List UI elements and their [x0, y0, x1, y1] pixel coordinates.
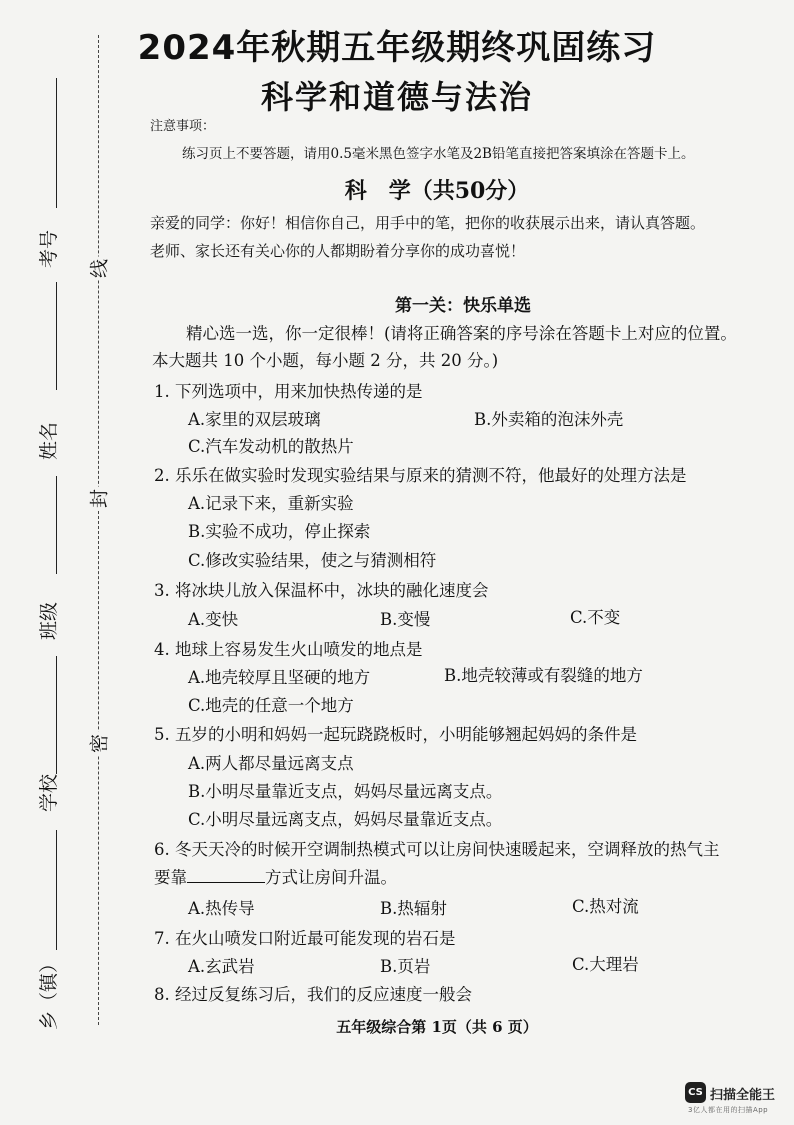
- q6-stem-part-a: 要靠: [154, 868, 187, 887]
- part1-intro-2: 本大题共 10 个小题，每小题 2 分，共 20 分。): [152, 351, 499, 370]
- q2-option-b: B.实验不成功，停止探索: [188, 522, 371, 541]
- q7-option-b: B.页岩: [380, 957, 431, 976]
- q4-option-c: C.地壳的任意一个地方: [188, 696, 354, 715]
- page-footer: 五年级综合第 1页（共 6 页）: [336, 1018, 538, 1036]
- town-label: 乡（镇）: [38, 953, 60, 1030]
- q2-option-c: C.修改实验结果，使之与猜测相符: [188, 551, 437, 570]
- greeting-line-1: 亲爱的同学：你好！相信你自己，用手中的笔，把你的收获展示出来，请认真答题。: [150, 214, 706, 232]
- q6-stem-part-b: 方式让房间升温。: [265, 868, 397, 887]
- seal-word-feng: 封: [85, 487, 112, 511]
- q1-option-a: A.家里的双层玻璃: [188, 410, 321, 429]
- q2-stem: 2. 乐乐在做实验时发现实验结果与原来的猜测不符，他最好的处理方法是: [154, 466, 687, 485]
- q1-option-c: C.汽车发动机的散热片: [188, 437, 354, 456]
- q6-answer-blank[interactable]: [187, 868, 265, 883]
- name-line: [56, 282, 57, 390]
- q4-stem: 4. 地球上容易发生火山喷发的地点是: [154, 640, 423, 659]
- exam-subtitle: 科学和道德与法治: [260, 78, 533, 116]
- notice-label: 注意事项：: [150, 119, 216, 134]
- q7-stem: 7. 在火山喷发口附近最可能发现的岩石是: [154, 929, 456, 948]
- school-line: [56, 656, 57, 774]
- name-label: 姓名: [38, 421, 60, 460]
- q8-stem: 8. 经过反复练习后，我们的反应速度一般会: [154, 985, 472, 1004]
- q3-option-b: B.变慢: [380, 610, 431, 629]
- q5-stem: 5. 五岁的小明和妈妈一起玩跷跷板时，小明能够翘起妈妈的条件是: [154, 725, 637, 744]
- q1-option-b: B.外卖箱的泡沫外壳: [474, 410, 624, 429]
- q6-option-b: B.热辐射: [380, 899, 447, 918]
- seal-word-mi: 密: [85, 732, 112, 756]
- class-line: [56, 476, 57, 574]
- q5-option-c: C.小明尽量远离支点，妈妈尽量靠近支点。: [188, 810, 503, 829]
- exam-no-label: 考号: [38, 229, 60, 268]
- q5-option-a: A.两人都尽量远离支点: [188, 754, 354, 773]
- greeting-line-2: 老师、家长还有关心你的人都期盼着分享你的成功喜悦！: [150, 242, 526, 260]
- q6-option-a: A.热传导: [188, 899, 255, 918]
- q1-stem: 1. 下列选项中，用来加快热传递的是: [154, 382, 423, 401]
- seal-word-line: 线: [85, 257, 112, 281]
- q5-option-b: B.小明尽量靠近支点，妈妈尽量远离支点。: [188, 782, 503, 801]
- scanner-app-name: 扫描全能王: [710, 1088, 776, 1103]
- exam-title: 2024年秋期五年级期终巩固练习: [137, 28, 657, 68]
- q2-option-a: A.记录下来，重新实验: [188, 494, 354, 513]
- town-line: [56, 830, 57, 950]
- part1-intro-1: 精心选一选，你一定很棒！(请将正确答案的序号涂在答题卡上对应的位置。: [186, 324, 737, 343]
- q7-option-c: C.大理岩: [572, 955, 639, 974]
- scanner-logo-icon: CS: [685, 1082, 706, 1103]
- q3-option-c: C.不变: [570, 608, 621, 627]
- q7-option-a: A.玄武岩: [188, 957, 255, 976]
- q3-stem: 3. 将冰块儿放入保温杯中，冰块的融化速度会: [154, 581, 489, 600]
- notice-text: 练习页上不要答题，请用0.5毫米黑色签字水笔及2B铅笔直接把答案填涂在答题卡上。: [182, 146, 695, 162]
- q3-option-a: A.变快: [188, 610, 239, 629]
- q4-option-b: B.地壳较薄或有裂缝的地方: [444, 666, 643, 685]
- q6-stem: 6. 冬天天冷的时候开空调制热模式可以让房间快速暖起来，空调释放的热气主: [154, 840, 720, 859]
- class-label: 班级: [38, 601, 60, 640]
- binding-margin: [0, 0, 120, 1040]
- section-title: 科 学（共50分）: [344, 178, 530, 204]
- q6-option-c: C.热对流: [572, 897, 639, 916]
- school-label: 学校: [38, 773, 60, 812]
- scanner-app-tagline: 3亿人都在用的扫描App: [688, 1106, 769, 1114]
- part1-title: 第一关：快乐单选: [395, 296, 531, 316]
- q4-option-a: A.地壳较厚且坚硬的地方: [188, 668, 371, 687]
- q6-stem-line2: [154, 864, 397, 888]
